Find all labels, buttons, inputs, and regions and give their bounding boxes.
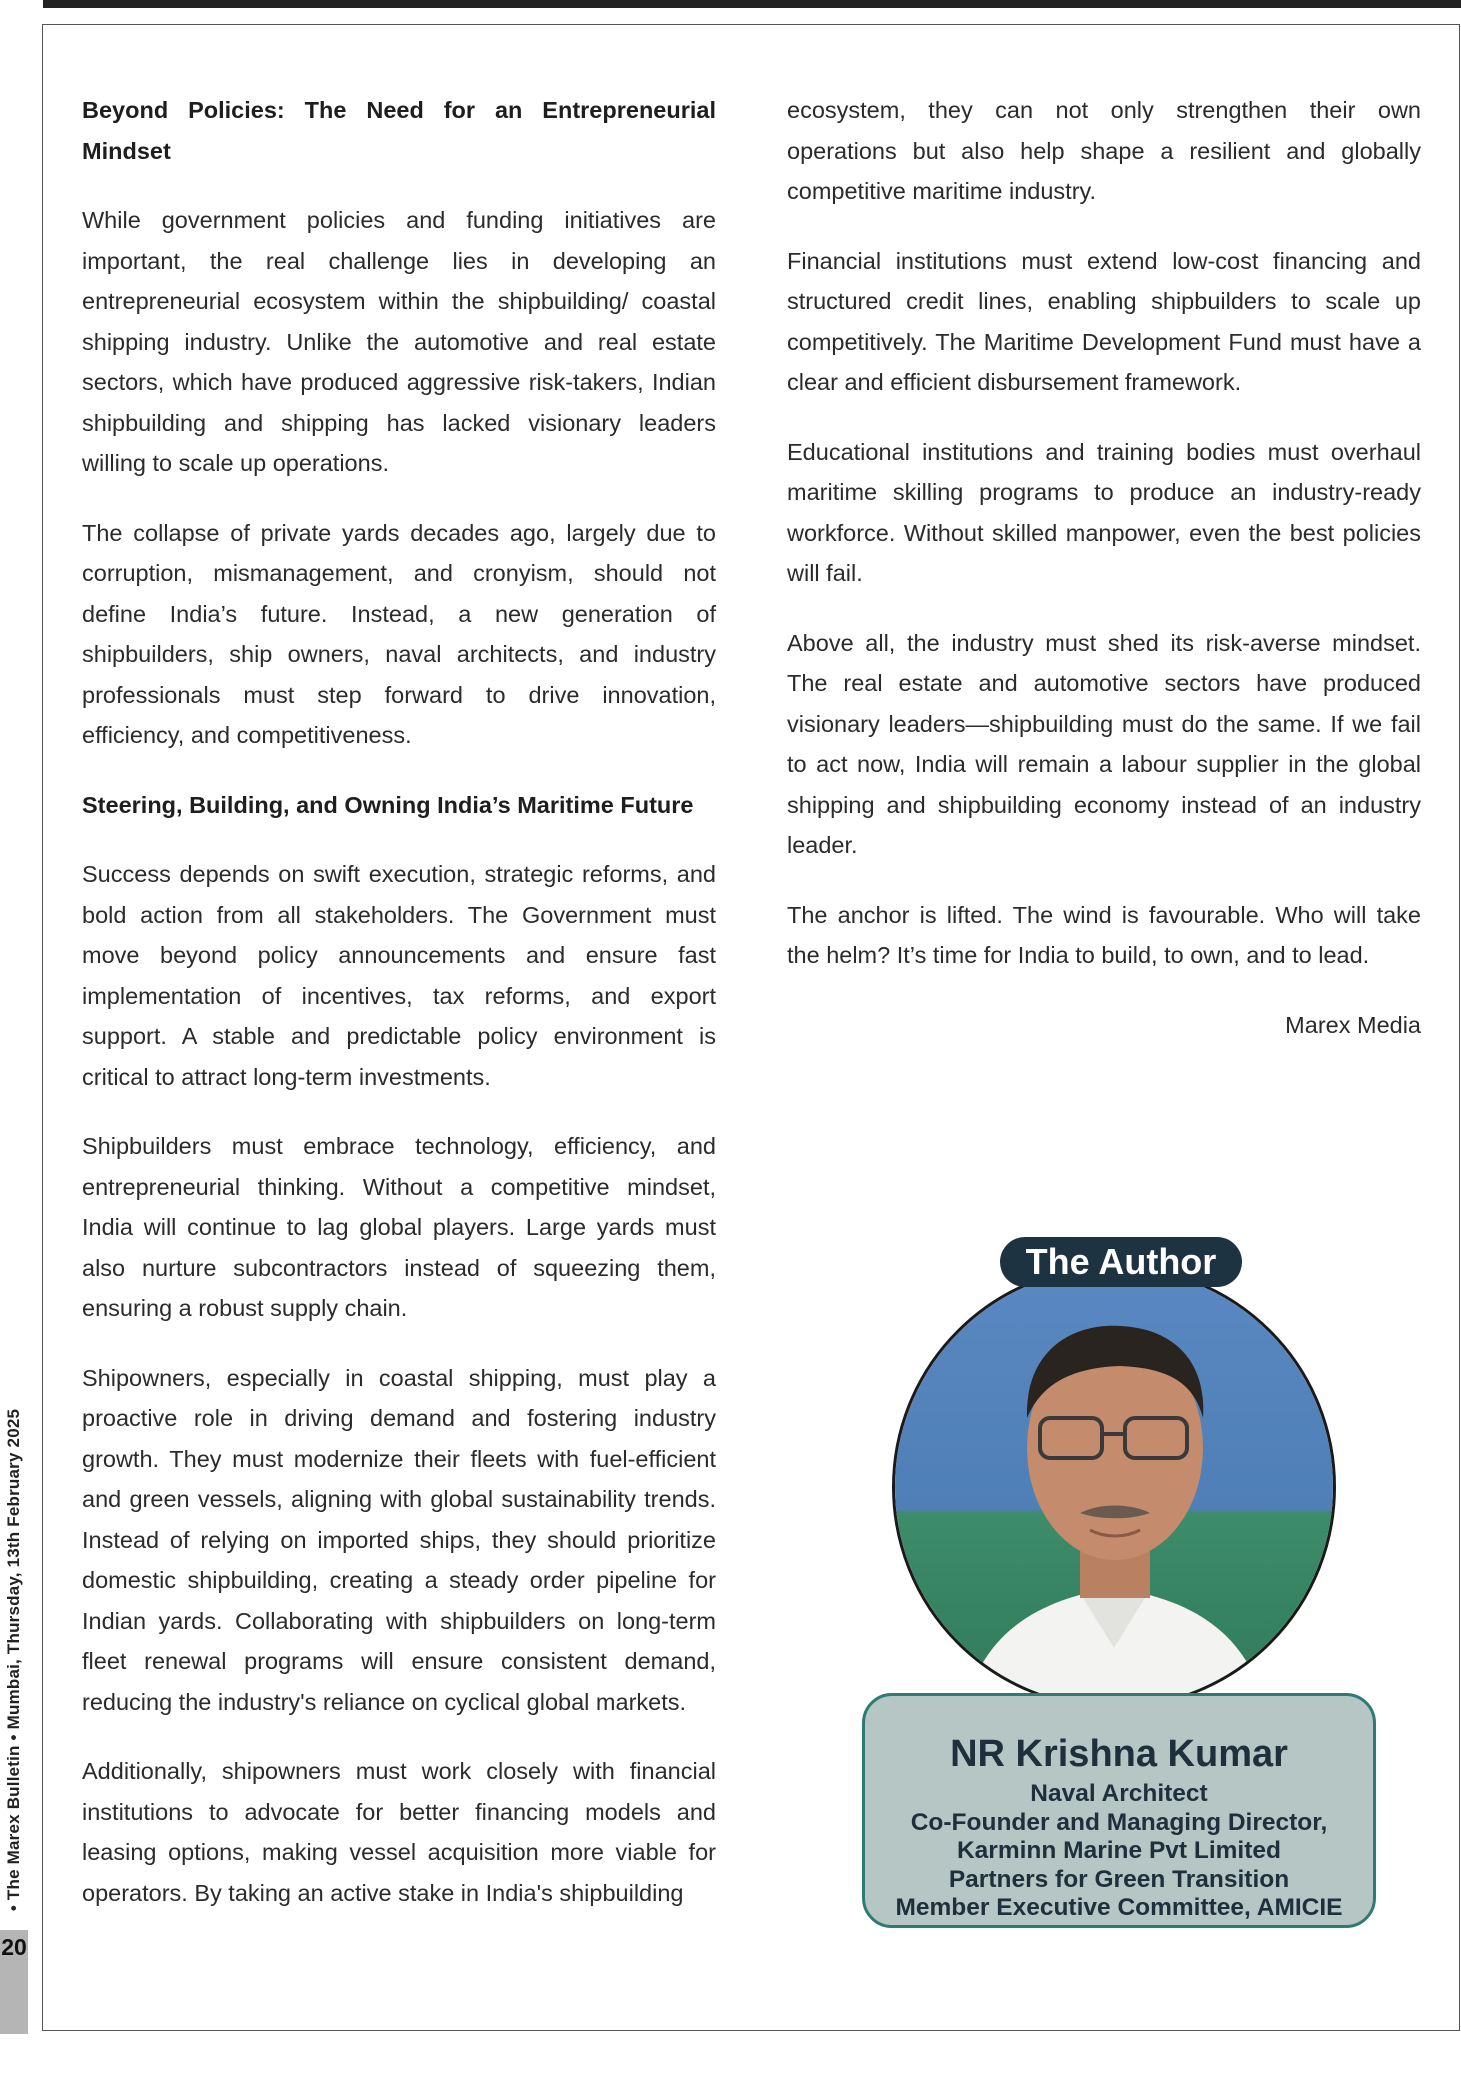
paragraph: The collapse of private yards decades ago, largely due to corruption, mismanagement, and cronyism, should not define India’s future. Instead, a new generation of shipbuilders, ship owners, naval architects, and industry professionals must step forward to drive innovation, efficiency, and competitiveness. xyxy=(82,519,716,748)
paragraph: Success depends on swift execution, strategic reforms, and bold action from all stakeholders. The Government must move beyond policy announcements and ensure fast implementation of incentives, tax reforms, and export support. A stable and predictable policy environment is critical to attract long-term investments. xyxy=(82,861,716,1090)
paragraph: Educational institutions and training bodies must overhaul maritime skilling programs to produce an industry-ready workforce. Without skilled manpower, even the best policies will fail. xyxy=(787,438,1421,586)
paragraph: The anchor is lifted. The wind is favourable. Who will take the helm? It’s time for India to build, to own, and to lead. xyxy=(787,901,1421,968)
section-heading-maritime-future: Steering, Building, and Owning India’s Maritime Future xyxy=(82,791,694,818)
page-number-tab xyxy=(0,1930,28,2034)
paragraph: Shipbuilders must embrace technology, efficiency, and entrepreneurial thinking. Without a competitive mindset, India will continue to lag global players. Large yards must also nurture subcontractors instead of squeezing them, ensuring a robust supply chain. xyxy=(82,1133,716,1321)
signoff: Marex Media xyxy=(1285,1011,1421,1038)
running-footer xyxy=(0,1365,28,1955)
paragraph: Above all, the industry must shed its risk-averse mindset. The real estate and automotive sectors have produced visionary leaders—shipbuilding must do the same. If we fail to act now, India will remain a labour supplier in the global shipping and shipbuilding economy instead of an industry leader. xyxy=(787,629,1421,858)
left-column xyxy=(82,90,716,1942)
running-footer-text: • The Marex Bulletin • Mumbai, Thursday, 13th February 2025 xyxy=(4,1408,23,1912)
author-credential-line: Co-Founder and Managing Director, xyxy=(910,1808,1328,1836)
author-credential-line: Naval Architect xyxy=(1030,1780,1208,1807)
paragraph: Shipowners, especially in coastal shipping, must play a proactive role in driving demand and fostering industry growth. They must modernize their fleets with fuel-efficient and green vessels, aligning with global sustainability trends. Instead of relying on imported ships, they should prioritize domestic shipbuilding, creating a steady order pipeline for Indian yards. Collaborating with shipbuilders on long-term fleet renewal programs will ensure consistent demand, reducing the industry's reliance on cyclical global markets. xyxy=(82,1364,716,1715)
author-badge: The Author xyxy=(1000,1237,1242,1287)
author-credential-line: Karminn Marine Pvt Limited xyxy=(956,1837,1281,1864)
paragraph: Additionally, shipowners must work closely with financial institutions to advocate for better financing models and leasing options, making vessel acquisition more viable for operators. By taking an active stake in India's shipbuilding xyxy=(82,1758,716,1906)
paragraph: Financial institutions must extend low-cost financing and structured credit lines, enabling shipbuilders to scale up competitively. The Maritime Development Fund must have a clear and efficient disbursement framework. xyxy=(787,247,1421,395)
paragraph: ecosystem, they can not only strengthen their own operations but also help shape a resilient and globally competitive maritime industry. xyxy=(787,97,1421,204)
author-card xyxy=(862,1693,1376,1928)
author-name: NR Krishna Kumar xyxy=(950,1733,1288,1775)
section-heading-entrepreneurial-mindset: Beyond Policies: The Need for an Entrepreneurial Mindset xyxy=(82,97,716,164)
top-rule xyxy=(43,0,1461,8)
paragraph: While government policies and funding initiatives are important, the real challenge lies in developing an entrepreneurial ecosystem within the shipbuilding/ coastal shipping industry. Unlike the automotive and real estate sectors, which have produced aggressive risk-takers, Indian shipbuilding and shipping has lacked visionary leaders willing to scale up operations. xyxy=(82,207,716,476)
right-column xyxy=(787,90,1421,1074)
author-photo xyxy=(892,1265,1336,1709)
author-credential-line: Partners for Green Transition xyxy=(948,1865,1290,1893)
page-number: 20 xyxy=(1,1934,27,1960)
author-credentials xyxy=(865,1780,1373,1923)
author-credential-line: Member Executive Committee, AMICIE xyxy=(895,1894,1343,1921)
